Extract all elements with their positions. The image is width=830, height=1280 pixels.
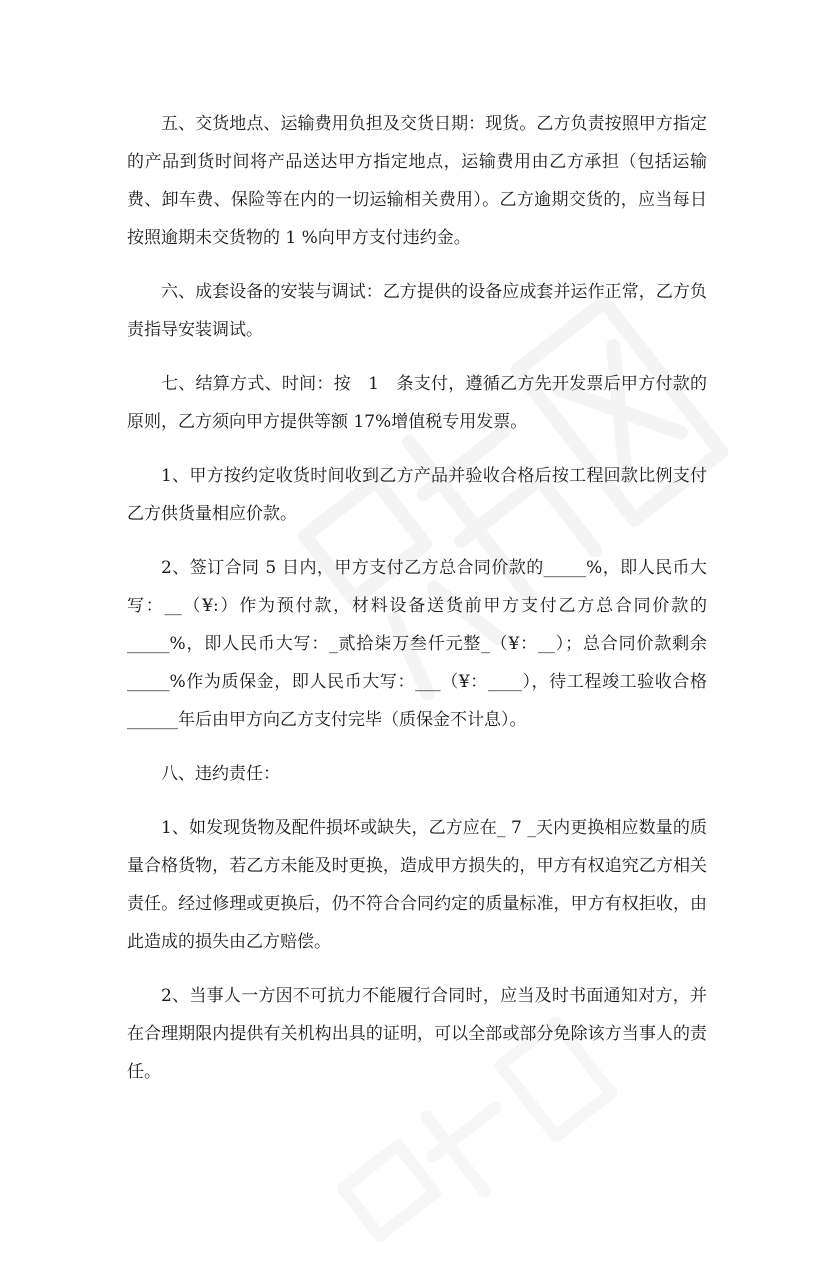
clause-settlement-item-1: 1、甲方按约定收货时间收到乙方产品并验收合格后按工程回款比例支付乙方供货量相应价款。 [127, 466, 707, 524]
clause-settlement-item-2: 2、签订合同 5 日内，甲方支付乙方总合同价款的_____%，即人民币大写：__（¥:）作为预付款，材料设备送货前甲方支付乙方总合同价款的_____%，即人民币大写：_贰拾柒万叁仟元整_（¥：__）；总合同价款剩余_____%作为质保金，即人民币大写：___（¥：____），待工程竣工验收合格______年后由甲方向乙方支付完毕（质保金不计息）。 [127, 558, 707, 730]
clause-installation: 六、成套设备的安装与调试：乙方提供的设备应成套并运作正常，乙方负责指导安装调试。 [127, 282, 707, 340]
clause-settlement: 七、结算方式、时间：按 1 条支付，遵循乙方先开发票后甲方付款的原则，乙方须向甲方提供等额 17%增值税专用发票。 [127, 374, 707, 432]
clause-breach-item-1: 1、如发现货物及配件损坏或缺失，乙方应在_ 7 _天内更换相应数量的质量合格货物，若乙方未能及时更换，造成甲方损失的，甲方有权追究乙方相关责任。经过修理或更换后，仍不符合合同约定的质量标准，甲方有权拒收，由此造成的损失由乙方赔偿。 [127, 818, 707, 952]
contract-body [127, 105, 707, 1107]
clause-breach-heading: 八、违约责任： [161, 764, 280, 784]
clause-delivery: 五、交货地点、运输费用负担及交货日期：现货。乙方负责按照甲方指定的产品到货时间将产品送达甲方指定地点，运输费用由乙方承担（包括运输费、卸车费、保险等在内的一切运输相关费用）。乙方逾期交货的，应当每日按照逾期未交货物的 1 %向甲方支付违约金。 [127, 114, 707, 248]
clause-breach-item-2: 2、当事人一方因不可抗力不能履行合同时，应当及时书面通知对方，并在合理期限内提供有关机构出具的证明，可以全部或部分免除该方当事人的责任。 [127, 986, 707, 1082]
